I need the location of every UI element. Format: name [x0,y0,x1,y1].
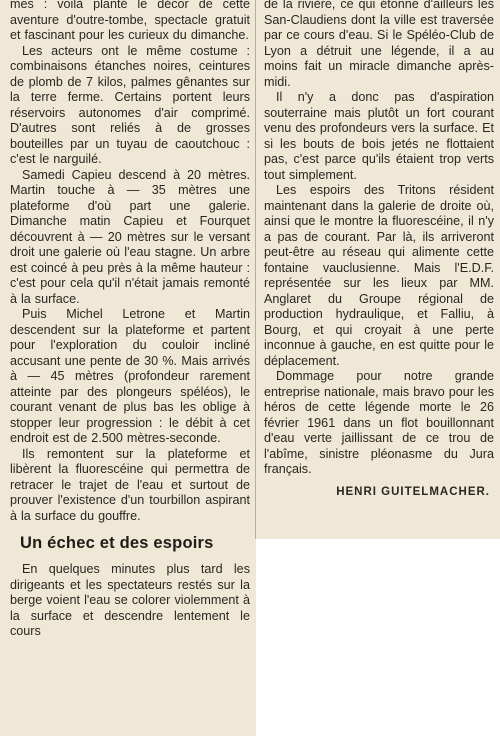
paragraph: Les espoirs des Tritons résident maintenant dans la galerie de droite où, ainsi que le montre la fluorescéine, il n'y a pas de courant. Par là, ils arriveront peut-être au réseau qui alimente cette fontaine vauclusienne. Mais l'E.D.F. représentée sur les lieux par MM. Anglaret du Groupe régional de production hydraulique, et Falliu, à Bourg, et qui croyait à une perte inconnue à gauche, en est quitte pour le déplacement. [264,183,494,368]
paragraph: Les acteurs ont le même costume : combinaisons étanches noires, ceintures de plomb de 7 kilos, palmes gênantes sur la terre ferme. Certains portent leurs réservoirs autonomes d'air comprimé. D'autres sont reliés à de grosses bouteilles par un tuyau de caoutchouc : c'est le narguilé. [10,43,250,166]
right-column [256,0,500,539]
paragraph: de la rivière, ce qui étonne d'ailleurs les San-Claudiens dont la ville est traversée par ce cours d'eau. Si le Spéléo-Club de Lyon a détruit une légende, il a au moins fait un miracle dimanche après-midi. [264,0,494,89]
paragraph: mes : voilà planté le décor de cette aventure d'outre-tombe, spectacle gratuit et fascinant pour les curieux du dimanche. [10,0,250,42]
paragraph: Samedi Capieu descend à 20 mètres. Martin touche à — 35 mètres une plateforme d'où part une galerie. Dimanche matin Capieu et Fourquet découvrent à — 20 mètres sur le versant droit une galerie où l'eau stagne. Un arbre est coincé à peu près à la même hauteur : c'est pour cela qu'il n'était jamais remonté à la surface. [10,167,250,306]
section-heading: Un échec et des espoirs [20,534,214,552]
paragraph: Puis Michel Letrone et Martin descendent sur la plateforme et partent pour l'exploration du couloir incliné accusant une pente de 30 %. Mais arrivés à — 45 mètres (profondeur rarement atteinte par des plongeurs spéléos), le courant venant de plus bas les oblige à stopper leur progression : le débit à cet endroit est de 2.500 mètres-seconde. [10,307,250,445]
paragraph: En quelques minutes plus tard les dirigeants et les spectateurs restés sur la berge voient l'eau se colorer violemment à la surface et descendre lentement le cours [10,562,250,638]
author-byline: HENRI GUITELMACHER. [336,485,490,498]
paragraph: Il n'y a donc pas d'aspiration souterraine mais plutôt un fort courant venu des profondeurs vers la surface. Et si les bouts de bois jetés ne flottaient pas, c'est parce qu'ils étaient trop verts tout simplement. [264,90,494,182]
paragraph: Dommage pour notre grande entreprise nationale, mais bravo pour les héros de cette légende morte le 26 février 1961 dans un flot bouillonnant d'eau verte jaillissant de ce trou de l'abîme, sinistre pléonasme du Jura français. [264,369,495,476]
paragraph: Ils remontent sur la plateforme et libèrent la fluorescéine qui permettra de retracer le trajet de l'eau et surtout de prouver l'existence d'un tourbillon aspirant à la surface du gouffre. [10,446,250,523]
